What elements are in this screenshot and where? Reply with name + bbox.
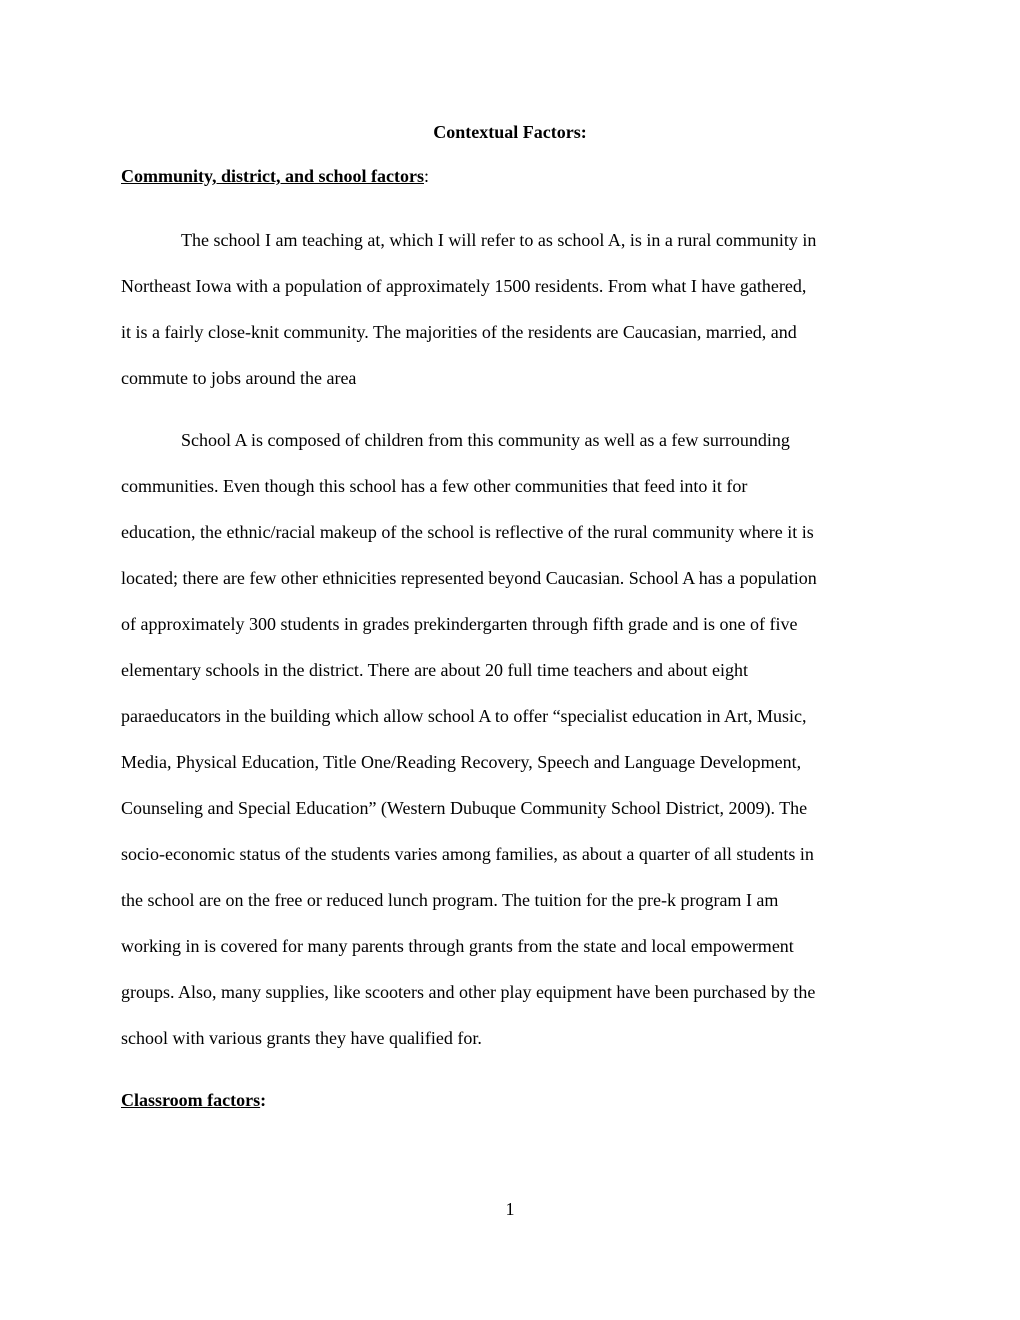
- paragraph-2-line: school with various grants they have qualified for.: [121, 1028, 482, 1048]
- section-heading-community: [121, 165, 429, 187]
- page-number: 1: [505, 1199, 515, 1219]
- paragraph-2-line: Counseling and Special Education” (Western Dubuque Community School District, 2009). The: [121, 798, 808, 818]
- paragraph-2-line: communities. Even though this school has a few other communities that feed into it for: [121, 476, 748, 496]
- document-title: Contextual Factors:: [433, 122, 587, 142]
- section-heading-classroom-colon: :: [260, 1090, 267, 1110]
- paragraph-1-line: The school I am teaching at, which I will refer to as school A, is in a rural community in: [181, 230, 817, 250]
- paragraph-2-line: education, the ethnic/racial makeup of the school is reflective of the rural community where it is: [121, 522, 814, 542]
- paragraph-2-line: paraeducators in the building which allow school A to offer “specialist education in Art, Music,: [121, 706, 807, 726]
- section-heading-community-colon: :: [424, 166, 430, 186]
- section-heading-community-text: Community, district, and school factors: [121, 166, 424, 186]
- paragraph-2-line: the school are on the free or reduced lunch program. The tuition for the pre-k program I am: [121, 890, 779, 910]
- paragraph-2-line: working in is covered for many parents through grants from the state and local empowerment: [121, 936, 794, 956]
- paragraph-2-line: Media, Physical Education, Title One/Reading Recovery, Speech and Language Development,: [121, 752, 802, 772]
- paragraph-1-line: Northeast Iowa with a population of approximately 1500 residents. From what I have gathered,: [121, 276, 807, 296]
- paragraph-2-line: groups. Also, many supplies, like scooters and other play equipment have been purchased by the: [121, 982, 816, 1002]
- paragraph-2-line: of approximately 300 students in grades prekindergarten through fifth grade and is one of five: [121, 614, 798, 634]
- paragraph-2-line: located; there are few other ethnicities represented beyond Caucasian. School A has a population: [121, 568, 817, 588]
- section-heading-classroom: [121, 1089, 266, 1111]
- paragraph-2-line: socio-economic status of the students varies among families, as about a quarter of all students in: [121, 844, 814, 864]
- paragraph-2-line: School A is composed of children from this community as well as a few surrounding: [181, 430, 790, 450]
- paragraph-1-line: it is a fairly close-knit community. The majorities of the residents are Caucasian, married, and: [121, 322, 797, 342]
- paragraph-2-line: elementary schools in the district. There are about 20 full time teachers and about eight: [121, 660, 748, 680]
- section-heading-classroom-text: Classroom factors: [121, 1090, 261, 1110]
- paragraph-1-line: commute to jobs around the area: [121, 368, 357, 388]
